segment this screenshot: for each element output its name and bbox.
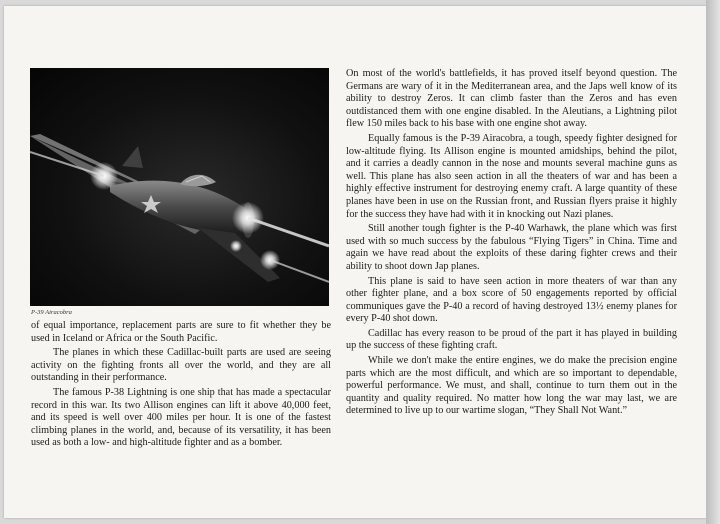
- paragraph: Cadillac has every reason to be proud of the part it has played in building up the success of these fighting craft.: [346, 327, 677, 352]
- right-text-column: [346, 68, 677, 418]
- page-edge-shadow: [706, 0, 720, 524]
- paragraph: On most of the world's battlefields, it has proved itself beyond question. The Germans are wary of it in the Mediterranean area, and the Japs well know of its ability to destroy Zeros. It can climb faster than the Zeros and has even outdistanced them with one engine disabled. In the Aleutians, a Lightning pilot flew 150 miles back to his base with one engine shot away.: [346, 68, 677, 130]
- photo-caption: P-39 Airacobra: [31, 309, 72, 316]
- paragraph: The famous P-38 Lightning is one ship that has made a spectacular record in this war. Its two Allison engines can lift it above 40,000 feet, and its speed is well over 400 miles per hour. It is one of the fastest climbing planes in the world, and, because of its versatility, it has been used as both a low- and high-altitude fighter and as a bomber.: [31, 386, 331, 449]
- paragraph: of equal importance, replacement parts are sure to fit whether they be used in Iceland or Africa or the South Pacific.: [31, 320, 331, 344]
- paragraph: This plane is said to have seen action in more theaters of war than any other fighter plane, and a box score of 50 engagements reported by official communiques gave the P-40 a record of having destroyed 13½ enemy planes for every P-40 shot down.: [346, 275, 677, 325]
- fighter-plane-illustration: [30, 68, 329, 306]
- left-text-column: [31, 320, 331, 450]
- paragraph: Still another tough fighter is the P-40 Warhawk, the plane which was first used with so much success by the fabulous “Flying Tigers” in China. Time and again we have read about the exploits of these daring fighter crews and their ability to shoot down Jap planes.: [346, 223, 677, 272]
- paragraph: Equally famous is the P-39 Airacobra, a tough, speedy fighter designed for low-altitude flying. Its Allison engine is mounted amidships, behind the pilot, and it carries a deadly cannon in the nose and mounts several machine guns as well. This plane has also seen action in all the theaters of war and has been a highly effective instrument for destroying enemy craft. A large quantity of these planes have been in use on the Russian front, and Russian flyers praise it highly for the success they have had with it in knocking out Nazi planes.: [346, 132, 677, 220]
- paragraph: While we don't make the entire engines, we do make the precision engine parts which are the most difficult, and which are so important to dependable, powerful performance. We must, and shall, continue to turn them out in the quantity and quality required. No matter how long the war may last, we are determined to live up to our wartime slogan, “They Shall Not Want.”: [346, 355, 677, 417]
- paragraph: The planes in which these Cadillac-built parts are used are seeing activity on the fighting fronts all over the world, and they are all outstanding in their performance.: [31, 347, 331, 384]
- airacobra-photo: [30, 68, 329, 306]
